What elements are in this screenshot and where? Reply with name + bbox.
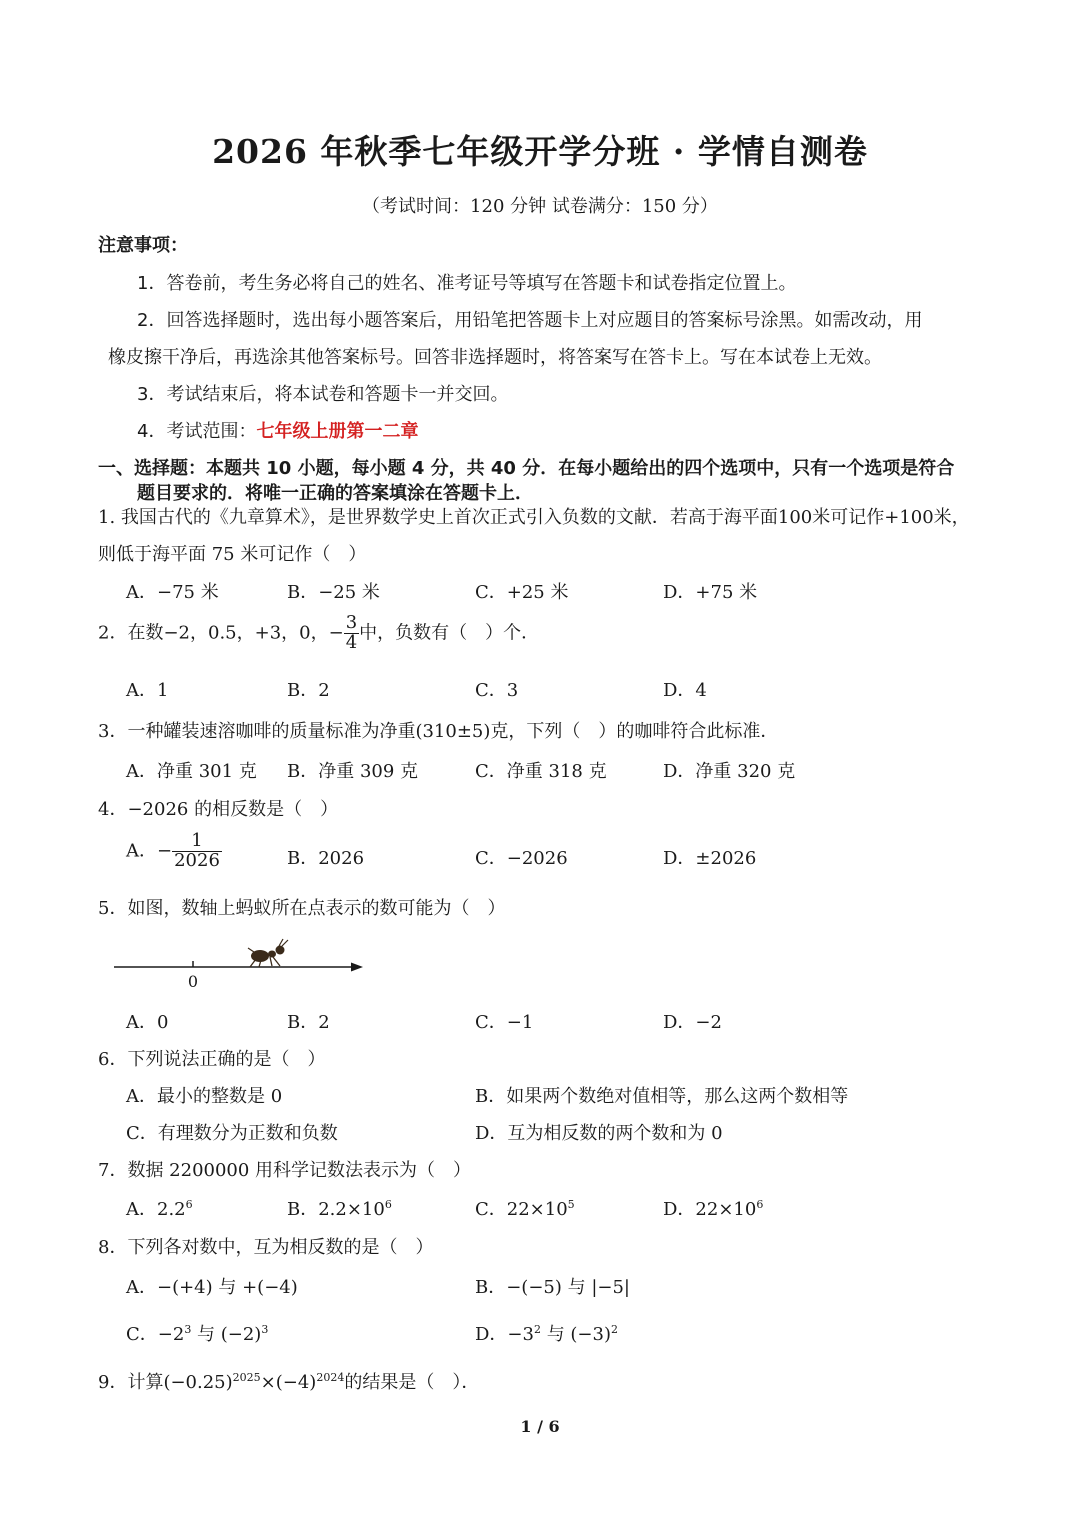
q8-option-c-exponent-1: 3 <box>184 1323 192 1336</box>
q7-option-d <box>663 1195 763 1221</box>
notice-heading: 注意事项： <box>98 235 188 256</box>
q4-option-d: D．±2026 <box>663 848 757 869</box>
q3-option-d: D．净重 320 克 <box>663 761 796 782</box>
q5-option-b: B．2 <box>287 1012 330 1033</box>
q4-option-a <box>126 832 222 871</box>
q2-option-d: D．4 <box>663 680 707 701</box>
q1-option-a: A．−75 米 <box>126 582 219 603</box>
q8-option-d-exponent-2: 2 <box>611 1323 618 1336</box>
q7-option-a-exponent: 6 <box>185 1198 193 1211</box>
q7-option-c-base: C．22×10 <box>475 1199 568 1220</box>
q8-option-b: B．−(−5) 与 |−5| <box>475 1277 630 1298</box>
exam-info: （考试时间：120 分钟 试卷满分：150 分） <box>362 196 718 217</box>
q4-fraction-numerator: 1 <box>172 832 222 852</box>
notice-item-2-line-1: 2．回答选择题时，选出每小题答案后，用铅笔把答题卡上对应题目的答案标号涂黑。如需改动，用 <box>137 310 923 331</box>
q3-option-b: B．净重 309 克 <box>287 761 419 782</box>
q5-option-a: A．0 <box>126 1012 169 1033</box>
q7-option-d-exponent: 6 <box>756 1198 764 1211</box>
q8-option-a: A．−(+4) 与 +(−4) <box>126 1277 298 1298</box>
q7-option-b-base: B．2.2×10 <box>287 1199 385 1220</box>
q8-option-d-exponent-1: 2 <box>533 1323 541 1336</box>
q7-option-c <box>475 1195 575 1221</box>
notice-item-4-prefix: 4．考试范围： <box>137 421 257 442</box>
q4-fraction-denominator: 2026 <box>174 849 220 871</box>
q5-option-d: D．−2 <box>663 1012 722 1033</box>
q8-option-c <box>126 1320 268 1346</box>
ant-icon <box>248 939 288 967</box>
q4-option-a-prefix: A．− <box>126 840 173 862</box>
q8-option-c-exponent-2: 3 <box>261 1323 269 1336</box>
q9-exponent-2: 2024 <box>316 1371 345 1384</box>
q8-option-c-part-1: C．−2 <box>126 1324 185 1345</box>
number-line-arrow <box>351 963 363 972</box>
q6-stem: 6．下列说法正确的是（ ） <box>98 1049 326 1070</box>
q4-option-a-fraction <box>172 832 222 871</box>
q3-option-a: A．净重 301 克 <box>126 761 257 782</box>
q3-stem: 3．一种罐装速溶咖啡的质量标准为净重(310±5)克，下列（ ）的咖啡符合此标准． <box>98 721 779 742</box>
q4-stem: 4．−2026 的相反数是（ ） <box>98 799 339 820</box>
q1-option-b: B．−25 米 <box>287 582 380 603</box>
q6-option-c: C．有理数分为正数和负数 <box>126 1123 338 1144</box>
q9-stem <box>98 1368 479 1394</box>
q7-option-c-exponent: 5 <box>567 1198 575 1211</box>
q1-stem-line-1: 1. 我国古代的《九章算术》，是世界数学史上首次正式引入负数的文献．若高于海平面100米可记作+100米， <box>98 507 970 528</box>
q2-option-b: B．2 <box>287 680 330 701</box>
notice-item-2-line-2: 橡皮擦干净后，再选涂其他答案标号。回答非选择题时，将答案写在答卡上。写在本试卷上无效。 <box>108 347 882 368</box>
page-number: 1 / 6 <box>520 1417 560 1436</box>
q7-option-b-exponent: 6 <box>384 1198 392 1211</box>
q1-stem-line-2: 则低于海平面 75 米可记作（ ） <box>98 544 367 565</box>
q6-option-b: B．如果两个数绝对值相等，那么这两个数相等 <box>475 1086 849 1107</box>
number-line-zero-label: 0 <box>187 972 199 991</box>
notice-item-4 <box>137 417 418 443</box>
q3-option-c: C．净重 318 克 <box>475 761 607 782</box>
q8-stem: 8．下列各对数中，互为相反数的是（ ） <box>98 1237 434 1258</box>
q9-part-3: 的结果是（ ）． <box>344 1372 480 1393</box>
q5-stem: 5．如图，数轴上蚂蚁所在点表示的数可能为（ ） <box>98 898 506 919</box>
q4-option-b: B．2026 <box>287 848 365 869</box>
q2-stem-suffix: 中，负数有（ ）个． <box>359 622 540 644</box>
q5-number-line-figure <box>110 930 380 995</box>
q8-option-d <box>475 1320 618 1346</box>
page-title: 2026 年秋季七年级开学分班 · 学情自测卷 <box>212 132 868 171</box>
exam-scope: 七年级上册第一二章 <box>256 421 419 442</box>
q1-option-c: C．+25 米 <box>475 582 569 603</box>
q8-option-c-part-2: 与 (−2) <box>191 1324 262 1345</box>
q7-option-b <box>287 1195 392 1221</box>
q2-stem-prefix: 2．在数−2，0.5，+3，0，− <box>98 622 344 644</box>
q7-option-a-base: A．2.2 <box>126 1199 186 1220</box>
q7-stem: 7．数据 2200000 用科学记数法表示为（ ） <box>98 1160 472 1181</box>
q4-option-c: C．−2026 <box>475 848 568 869</box>
q2-stem <box>98 614 539 653</box>
q7-option-a <box>126 1195 193 1221</box>
q7-option-d-base: D．22×10 <box>663 1199 757 1220</box>
q8-option-d-part-2: 与 (−3) <box>540 1324 611 1345</box>
q9-part-2: ×(−4) <box>260 1372 317 1393</box>
q9-exponent-1: 2025 <box>232 1371 261 1384</box>
q2-fraction-numerator: 3 <box>345 612 358 633</box>
q2-fraction-denominator: 4 <box>345 631 358 653</box>
notice-item-3: 3．考试结束后，将本试卷和答题卡一并交回。 <box>137 384 509 405</box>
q2-option-c: C．3 <box>475 680 519 701</box>
q6-option-a: A．最小的整数是 0 <box>126 1086 283 1107</box>
q1-option-d: D．+75 米 <box>663 582 758 603</box>
q9-part-1: 9．计算(−0.25) <box>98 1372 233 1393</box>
q6-option-d: D．互为相反数的两个数和为 0 <box>475 1123 723 1144</box>
q8-option-d-part-1: D．−3 <box>475 1324 534 1345</box>
notice-item-1: 1．答卷前，考生务必将自己的姓名、准考证号等填写在答题卡和试卷指定位置上。 <box>137 273 797 294</box>
q5-option-c: C．−1 <box>475 1012 534 1033</box>
q2-fraction <box>344 614 359 653</box>
q2-option-a: A．1 <box>126 680 169 701</box>
section-heading-line-2: 题目要求的．将唯一正确的答案填涂在答题卡上． <box>137 483 533 504</box>
section-heading-line-1: 一、选择题：本题共 10 小题，每小题 4 分，共 40 分．在每小题给出的四个选项中，只有一个选项是符合 <box>98 458 955 479</box>
